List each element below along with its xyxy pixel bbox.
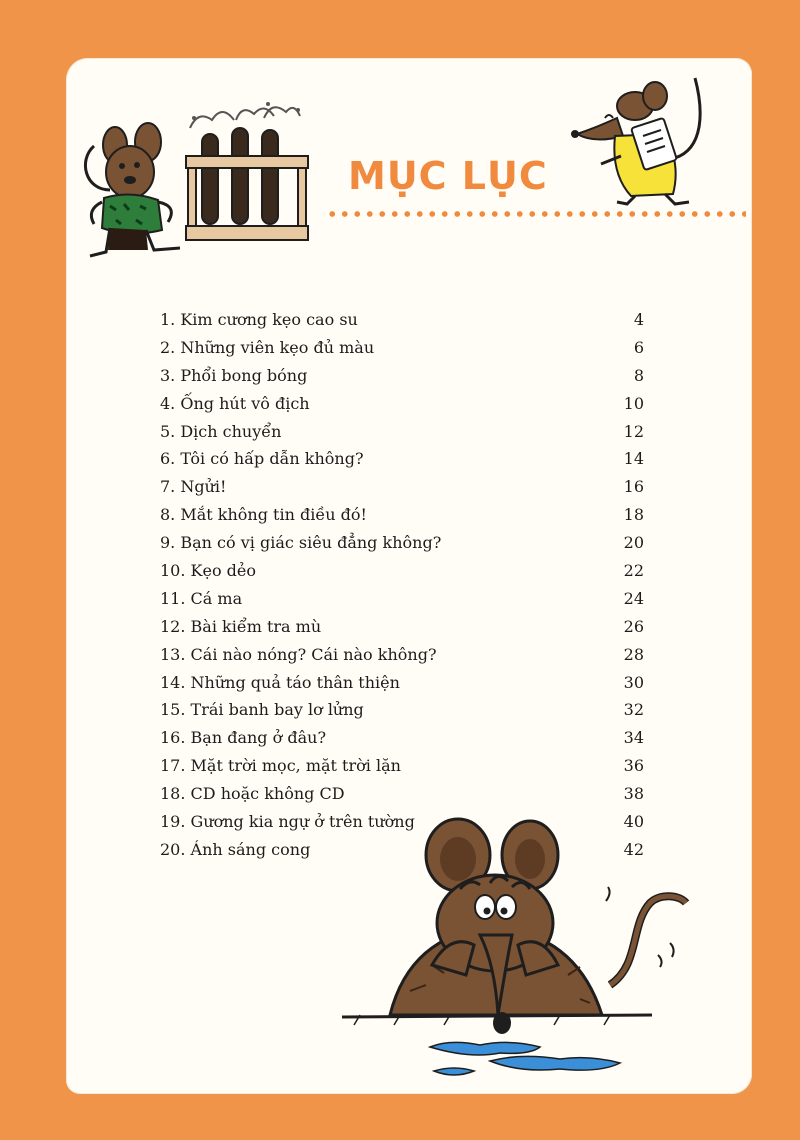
toc-entry-page: 38 — [623, 784, 644, 804]
toc-entry-label: 6. Tôi có hấp dẫn không? — [160, 449, 364, 469]
dotted-divider — [326, 209, 746, 219]
toc-entry-page: 12 — [623, 421, 644, 441]
toc-entry — [160, 613, 644, 641]
toc-entry-page: 28 — [623, 644, 644, 664]
toc-entry-label: 10. Kẹo dẻo — [160, 561, 257, 581]
toc-entry — [160, 445, 644, 473]
toc-entry — [160, 529, 644, 557]
toc-entry-page: 6 — [633, 337, 644, 357]
toc-entry-page: 24 — [623, 588, 644, 608]
toc-entry-label: 11. Cá ma — [160, 588, 243, 608]
toc-entry-page: 34 — [623, 728, 644, 748]
toc-entry-page: 40 — [623, 812, 644, 832]
toc-entry-page: 4 — [633, 310, 644, 329]
mouse-lab-coat-illustration — [555, 78, 705, 208]
toc-entry — [160, 696, 644, 724]
toc-entry-label: 14. Những quả táo thân thiện — [160, 672, 400, 692]
toc-entry-label: 2. Những viên kẹo đủ màu — [160, 337, 375, 357]
toc-entry-page: 30 — [623, 672, 644, 692]
toc-entry-label: 7. Ngửi! — [160, 477, 227, 497]
page-title: MỤC LỤC — [348, 154, 548, 198]
toc-entry — [160, 473, 644, 501]
toc-entry — [160, 780, 644, 808]
toc-entry-page: 32 — [623, 700, 644, 720]
toc-entry-label: 18. CD hoặc không CD — [160, 784, 345, 804]
toc-entry-label: 19. Gương kia ngự ở trên tường — [160, 812, 415, 832]
toc-entry-label: 9. Bạn có vị giác siêu đẳng không? — [160, 533, 442, 553]
toc-entry-page: 8 — [633, 365, 644, 385]
toc-entry-label: 3. Phổi bong bóng — [160, 365, 308, 385]
toc-entry-label: 17. Mặt trời mọc, mặt trời lặn — [160, 756, 401, 776]
toc-entry — [160, 501, 644, 529]
toc-entry-page: 16 — [623, 477, 644, 497]
toc-entry-page: 42 — [623, 839, 644, 859]
toc-entry — [160, 557, 644, 585]
toc-entry — [160, 724, 644, 752]
toc-entry — [160, 334, 644, 362]
toc-entry — [160, 752, 644, 780]
toc-entry — [160, 390, 644, 418]
toc-entry — [160, 362, 644, 390]
toc-entry-page: 22 — [623, 561, 644, 581]
toc-entry — [160, 306, 644, 334]
toc-entry-label: 1. Kim cương kẹo cao su — [160, 310, 358, 329]
table-of-contents — [160, 306, 644, 864]
toc-entry — [160, 641, 644, 669]
toc-entry — [160, 585, 644, 613]
toc-entry-page: 14 — [623, 449, 644, 469]
toc-entry-label: 8. Mắt không tin điều đó! — [160, 505, 367, 525]
toc-entry-page: 18 — [623, 505, 644, 525]
toc-entry — [160, 418, 644, 446]
toc-entry-label: 20. Ánh sáng cong — [160, 839, 311, 859]
toc-entry-label: 16. Bạn đang ở đâu? — [160, 728, 327, 748]
toc-entry-page: 36 — [623, 756, 644, 776]
toc-entry-label: 12. Bài kiểm tra mù — [160, 616, 322, 636]
toc-entry-page: 20 — [623, 533, 644, 553]
toc-entry-label: 5. Dịch chuyển — [160, 421, 282, 441]
toc-entry-page: 10 — [623, 393, 644, 413]
toc-entry — [160, 669, 644, 697]
toc-entry-label: 15. Trái banh bay lơ lửng — [160, 700, 364, 720]
toc-entry-label: 4. Ống hút vô địch — [160, 393, 310, 413]
mouse-at-table-illustration — [340, 815, 700, 1085]
toc-entry-label: 13. Cái nào nóng? Cái nào không? — [160, 644, 437, 664]
test-tube-rack-illustration — [180, 98, 315, 246]
toc-entry-page: 26 — [623, 616, 644, 636]
